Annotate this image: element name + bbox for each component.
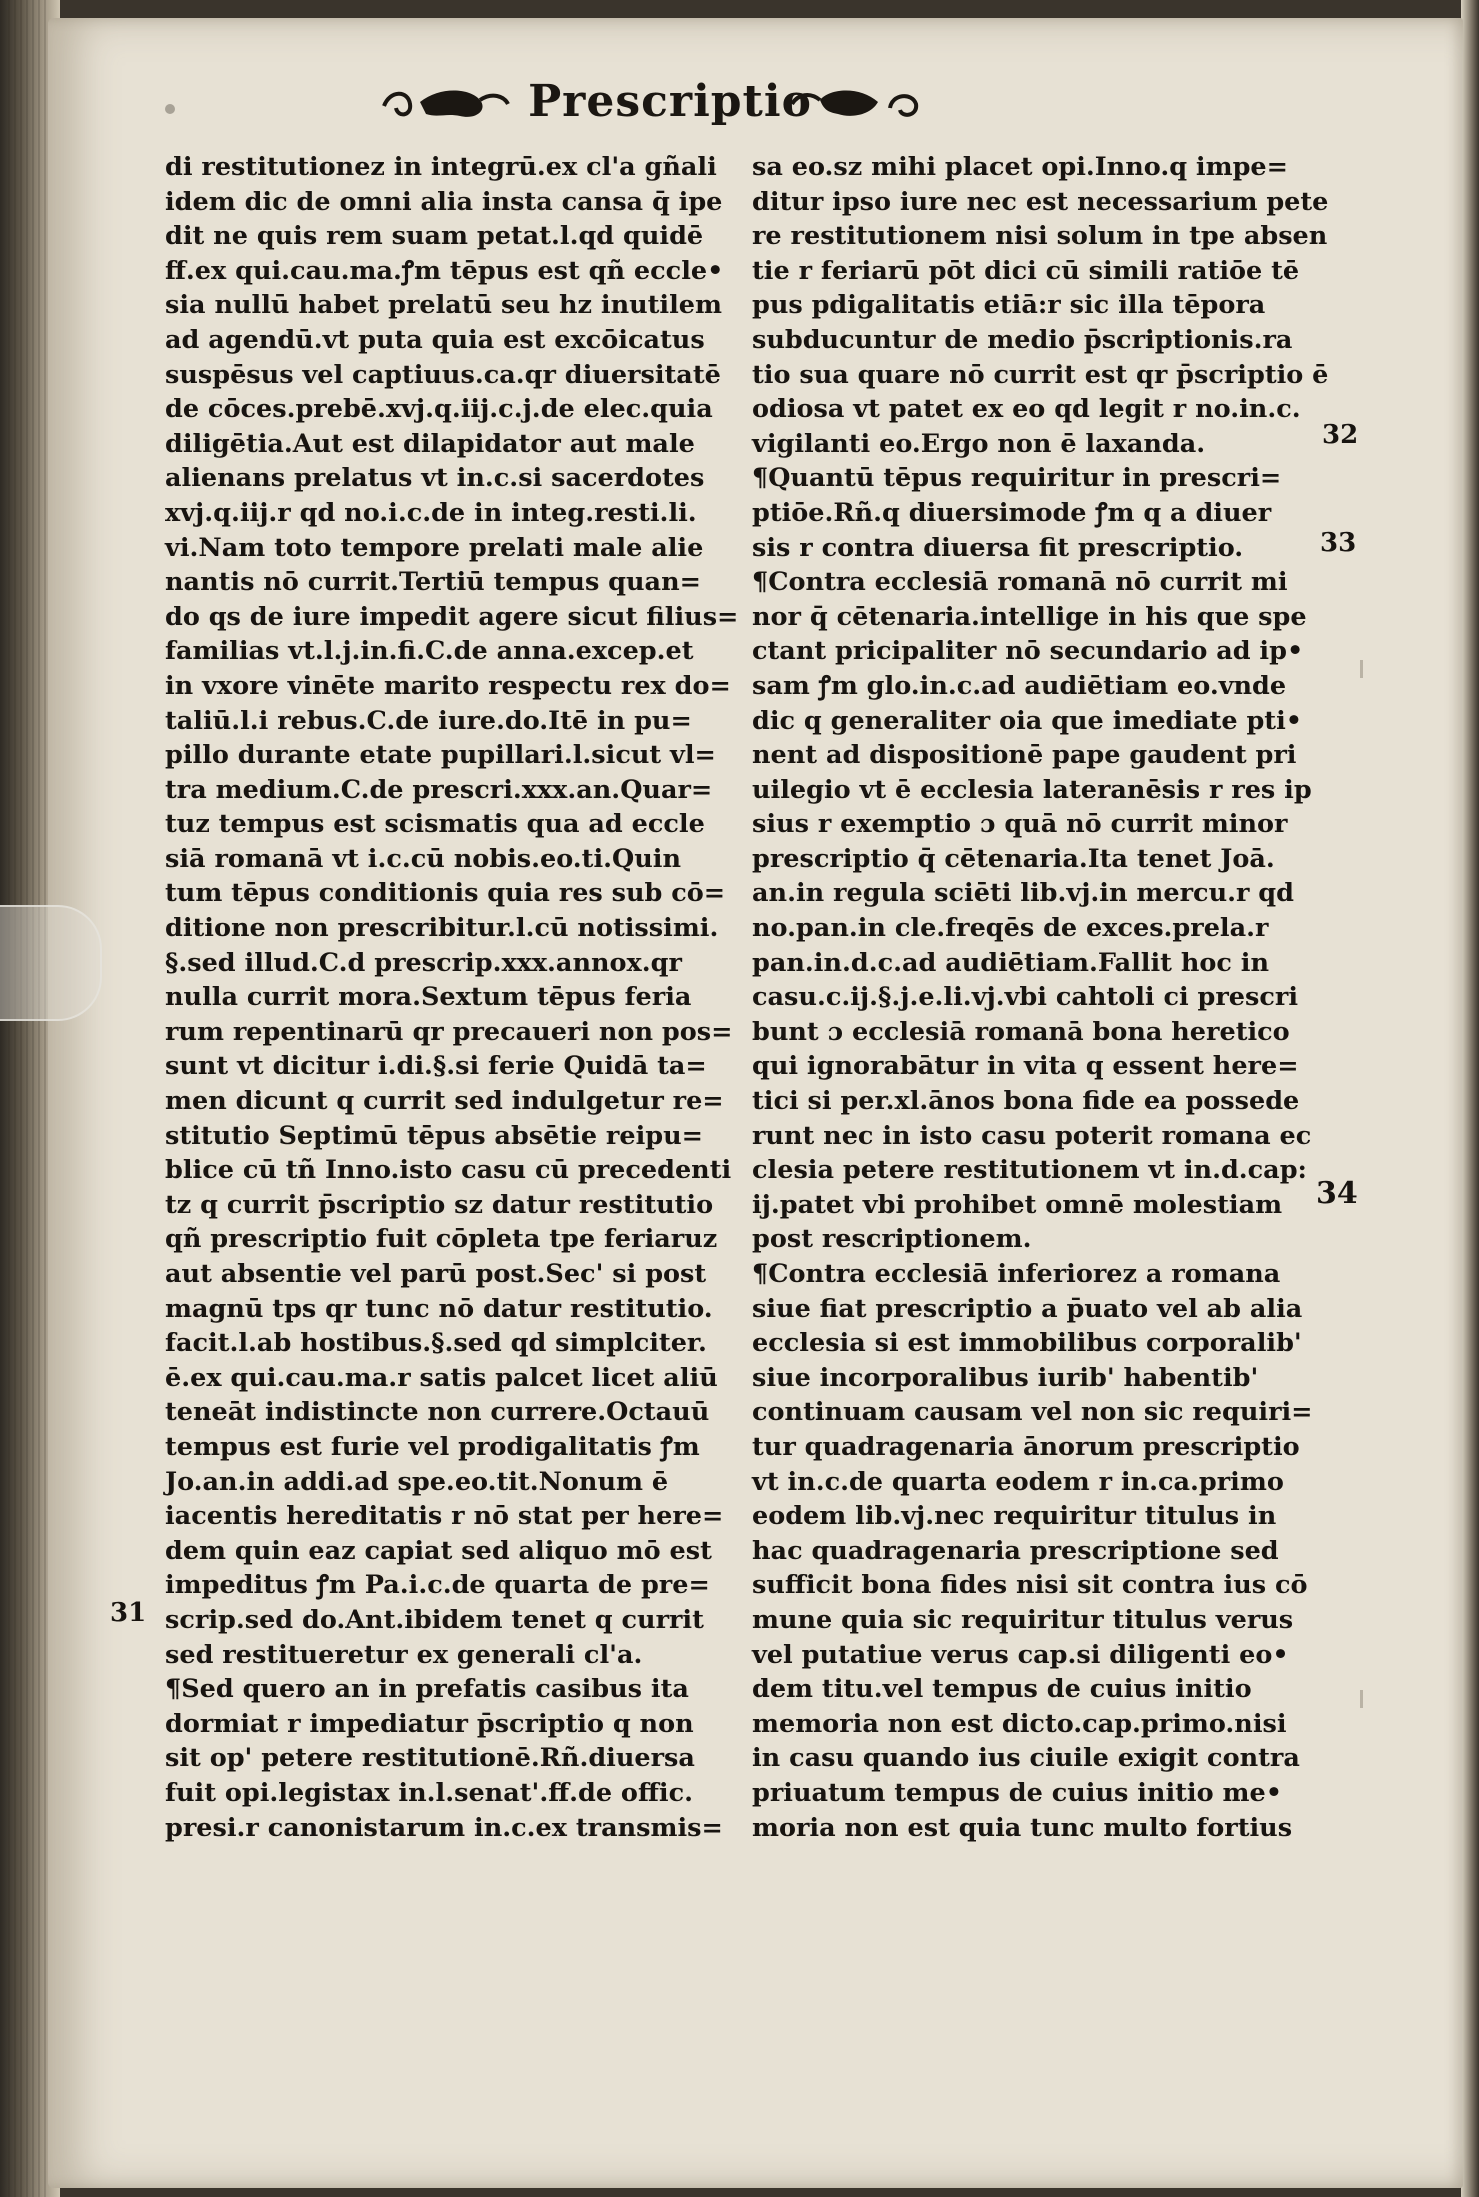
text-line: pus pdigalitatis etiā:r sic illa tēpora	[752, 290, 1266, 321]
text-line: tempus est furie vel prodigalitatis ꝭm	[165, 1431, 700, 1462]
text-line: ecclesia si est immobilibus corporalib'	[752, 1328, 1302, 1359]
text-line: dem titu.vel tempus de cuius initio	[752, 1674, 1252, 1705]
text-line: rum repentinarū qr precaueri non pos=	[165, 1016, 733, 1047]
text-line: xvj.q.iij.r qd no.i.c.de in integ.resti.li.	[165, 497, 697, 528]
text-line: dit ne quis rem suam petat.l.qd quidē	[165, 221, 704, 252]
text-line: taliū.l.i rebus.C.de iure.do.Itē in pu=	[165, 705, 692, 736]
text-line: iacentis hereditatis r nō stat per here=	[165, 1501, 724, 1532]
text-line: magnū tps qr tunc nō datur restitutio.	[165, 1293, 713, 1324]
text-line: ¶Contra ecclesiā romanā nō currit mi	[752, 567, 1288, 598]
running-head-title: Prescriptio	[528, 76, 812, 127]
text-line: in vxore vinēte marito respectu rex do=	[165, 670, 731, 701]
text-line: suspēsus vel captiuus.ca.qr diuersitatē	[165, 359, 721, 390]
text-line: dic q generaliter oia que imediate pti•	[752, 705, 1303, 736]
text-line: tie r feriarū pōt dici cū simili ratiōe tē	[752, 255, 1300, 286]
margin-number-34: 34	[1316, 1176, 1358, 1211]
text-line: siue fiat prescriptio a p̄uato vel ab alia	[752, 1293, 1303, 1324]
text-line: memoria non est dicto.cap.primo.nisi	[752, 1708, 1287, 1739]
text-line: qñ prescriptio fuit cōpleta tpe feriaruz	[165, 1224, 718, 1255]
text-line: ditur ipso iure nec est necessarium pete	[752, 186, 1329, 217]
ink-dot	[165, 104, 175, 114]
text-line: subducuntur de medio p̄scriptionis.ra	[752, 324, 1293, 355]
text-line: qui ignorabātur in vita q essent here=	[752, 1051, 1299, 1082]
text-line: impeditus ꝭm Pa.i.c.de quarta de pre=	[165, 1570, 710, 1601]
text-line: moria non est quia tunc multo fortius	[752, 1812, 1293, 1843]
text-line: pan.in.d.c.ad audiētiam.Fallit hoc in	[752, 947, 1269, 978]
text-line: ē.ex qui.cau.ma.r satis palcet licet aliū	[165, 1362, 718, 1393]
text-line: sa eo.sz mihi placet opi.Inno.q impe=	[752, 152, 1288, 182]
text-line: tz q currit p̄scriptio sz datur restitutio	[165, 1189, 714, 1220]
text-line: vt in.c.de quarta eodem r in.ca.primo	[752, 1466, 1284, 1497]
running-head	[380, 70, 940, 140]
text-line: continuam causam vel non sic requiri=	[752, 1397, 1313, 1428]
text-line: teneāt indistincte non currere.Octauū	[165, 1397, 710, 1428]
book-fore-edge	[1461, 0, 1479, 2197]
text-line: dormiat r impediatur p̄scriptio q non	[165, 1708, 694, 1739]
left-fleuron-ornament-icon	[380, 82, 510, 126]
right-text-column	[752, 150, 1329, 1845]
text-line: alienans prelatus vt in.c.si sacerdotes	[165, 463, 705, 494]
text-line: sufficit bona fides nisi sit contra ius cō	[752, 1570, 1308, 1601]
text-line: siue incorporalibus iurib' habentib'	[752, 1362, 1259, 1393]
right-fleuron-ornament-icon	[790, 82, 920, 126]
text-line: an.in regula sciēti lib.vj.in mercu.r qd	[752, 878, 1294, 909]
text-line: Jo.an.in addi.ad spe.eo.tit.Nonum ē	[165, 1466, 669, 1497]
text-line: di restitutionez in integrū.ex cl'a gñali	[165, 152, 717, 182]
text-line: aut absentie vel parū post.Sec' si post	[165, 1259, 707, 1289]
margin-number-33: 33	[1320, 528, 1357, 558]
page-clip	[0, 905, 102, 1021]
text-line: ptiōe.Rñ.q diuersimode ꝭm q a diuer	[752, 497, 1272, 528]
text-line: in casu quando ius ciuile exigit contra	[752, 1743, 1300, 1774]
text-line: tuz tempus est scismatis qua ad eccle	[165, 809, 705, 840]
margin-mark	[1360, 1690, 1363, 1708]
text-line: hac quadragenaria prescriptione sed	[752, 1535, 1279, 1566]
text-line: tio sua quare nō currit est qr p̄scriptio ē	[752, 359, 1329, 390]
text-line: nulla currit mora.Sextum tēpus feria	[165, 982, 692, 1013]
text-line: vigilanti eo.Ergo non ē laxanda.	[752, 428, 1206, 459]
text-line: bunt ɔ ecclesiā romanā bona heretico	[752, 1016, 1290, 1047]
text-line: nent ad dispositionē pape gaudent pri	[752, 740, 1297, 771]
text-line: odiosa vt patet ex eo qd legit r no.in.c.	[752, 394, 1301, 425]
text-line: ditione non prescribitur.l.cū notissimi.	[165, 913, 719, 944]
text-line: sis r contra diuersa fit prescriptio.	[752, 532, 1244, 563]
text-line: vi.Nam toto tempore prelati male alie	[165, 532, 704, 563]
text-line: nor q̄ cētenaria.intellige in his que spe	[752, 601, 1307, 632]
text-line: men dicunt q currit sed indulgetur re=	[165, 1086, 724, 1117]
text-line: vel putatiue verus cap.si diligenti eo•	[752, 1639, 1289, 1670]
left-text-column	[165, 150, 739, 1845]
text-line: scrip.sed do.Ant.ibidem tenet q currit	[165, 1604, 704, 1635]
text-line: presi.r canonistarum in.c.ex transmis=	[165, 1812, 723, 1843]
text-line: mune quia sic requiritur titulus verus	[752, 1604, 1294, 1635]
text-line: idem dic de omni alia insta cansa q̄ ipe	[165, 186, 723, 217]
text-line: sed restitueretur ex generali cl'a.	[165, 1639, 643, 1670]
text-line: ad agendū.vt puta quia est excōicatus	[165, 324, 705, 355]
text-line: tum tēpus conditionis quia res sub cō=	[165, 878, 726, 909]
text-line: uilegio vt ē ecclesia lateranēsis r res ip	[752, 774, 1312, 805]
text-line: priuatum tempus de cuius initio me•	[752, 1777, 1283, 1808]
text-line: sunt vt dicitur i.di.§.si ferie Quidā ta=	[165, 1051, 707, 1082]
text-line: pillo durante etate pupillari.l.sicut vl=	[165, 740, 716, 771]
text-line: runt nec in isto casu poterit romana ec	[752, 1120, 1312, 1151]
text-line: fuit opi.legistax in.l.senat'.ff.de offic.	[165, 1777, 693, 1808]
text-line: stitutio Septimū tēpus absētie reipu=	[165, 1120, 704, 1151]
text-line: do qs de iure impedit agere sicut filius=	[165, 601, 739, 632]
text-line: de cōces.prebē.xvj.q.iij.c.j.de elec.quia	[165, 394, 713, 425]
text-line: ij.patet vbi prohibet omnē molestiam	[752, 1189, 1283, 1220]
text-line: ctant pricipaliter nō secundario ad ip•	[752, 636, 1304, 667]
text-line: casu.c.ij.§.j.e.li.vj.vbi cahtoli ci prescri	[752, 982, 1299, 1013]
text-line: re restitutionem nisi solum in tpe absen	[752, 221, 1328, 252]
text-line: prescriptio q̄ cētenaria.Ita tenet Joā.	[752, 843, 1275, 874]
page-stack-lines	[8, 0, 48, 2197]
margin-number-32: 32	[1322, 420, 1359, 450]
text-line: diligētia.Aut est dilapidator aut male	[165, 428, 695, 459]
text-line: tici si per.xl.ānos bona fide ea possede	[752, 1086, 1300, 1117]
text-line: ¶Quantū tēpus requiritur in prescri=	[752, 463, 1282, 494]
text-line: sia nullū habet prelatū seu hz inutilem	[165, 290, 723, 321]
text-line: §.sed illud.C.d prescrip.xxx.annox.qr	[165, 947, 682, 978]
text-line: blice cū tñ Inno.isto casu cū precedenti	[165, 1155, 732, 1186]
text-line: eodem lib.vj.nec requiritur titulus in	[752, 1501, 1277, 1532]
text-line: sit op' petere restitutionē.Rñ.diuersa	[165, 1743, 695, 1774]
text-line: ff.ex qui.cau.ma.ꝭm tēpus est qñ eccle•	[165, 255, 724, 286]
text-line: tur quadragenaria ānorum prescriptio	[752, 1431, 1300, 1462]
text-line: post rescriptionem.	[752, 1224, 1032, 1255]
margin-number-31: 31	[110, 1598, 147, 1628]
text-line: facit.l.ab hostibus.§.sed qd simplciter.	[165, 1328, 707, 1359]
text-line: ¶Contra ecclesiā inferiorez a romana	[752, 1259, 1281, 1289]
text-line: siā romanā vt i.c.cū nobis.eo.ti.Quin	[165, 843, 682, 874]
text-line: familias vt.l.j.in.fi.C.de anna.excep.et	[165, 636, 694, 667]
text-line: clesia petere restitutionem vt in.d.cap:	[752, 1155, 1307, 1186]
text-line: nantis nō currit.Tertiū tempus quan=	[165, 567, 701, 598]
text-line: no.pan.in cle.freqēs de exces.prela.r	[752, 913, 1269, 944]
text-line: ¶Sed quero an in prefatis casibus ita	[165, 1674, 689, 1705]
text-line: sam ꝭm glo.in.c.ad audiētiam eo.vnde	[752, 670, 1287, 701]
margin-mark	[1360, 660, 1363, 678]
text-line: sius r exemptio ɔ quā nō currit minor	[752, 809, 1288, 840]
text-line: tra medium.C.de prescri.xxx.an.Quar=	[165, 774, 713, 805]
text-line: dem quin eaz capiat sed aliquo mō est	[165, 1535, 712, 1566]
